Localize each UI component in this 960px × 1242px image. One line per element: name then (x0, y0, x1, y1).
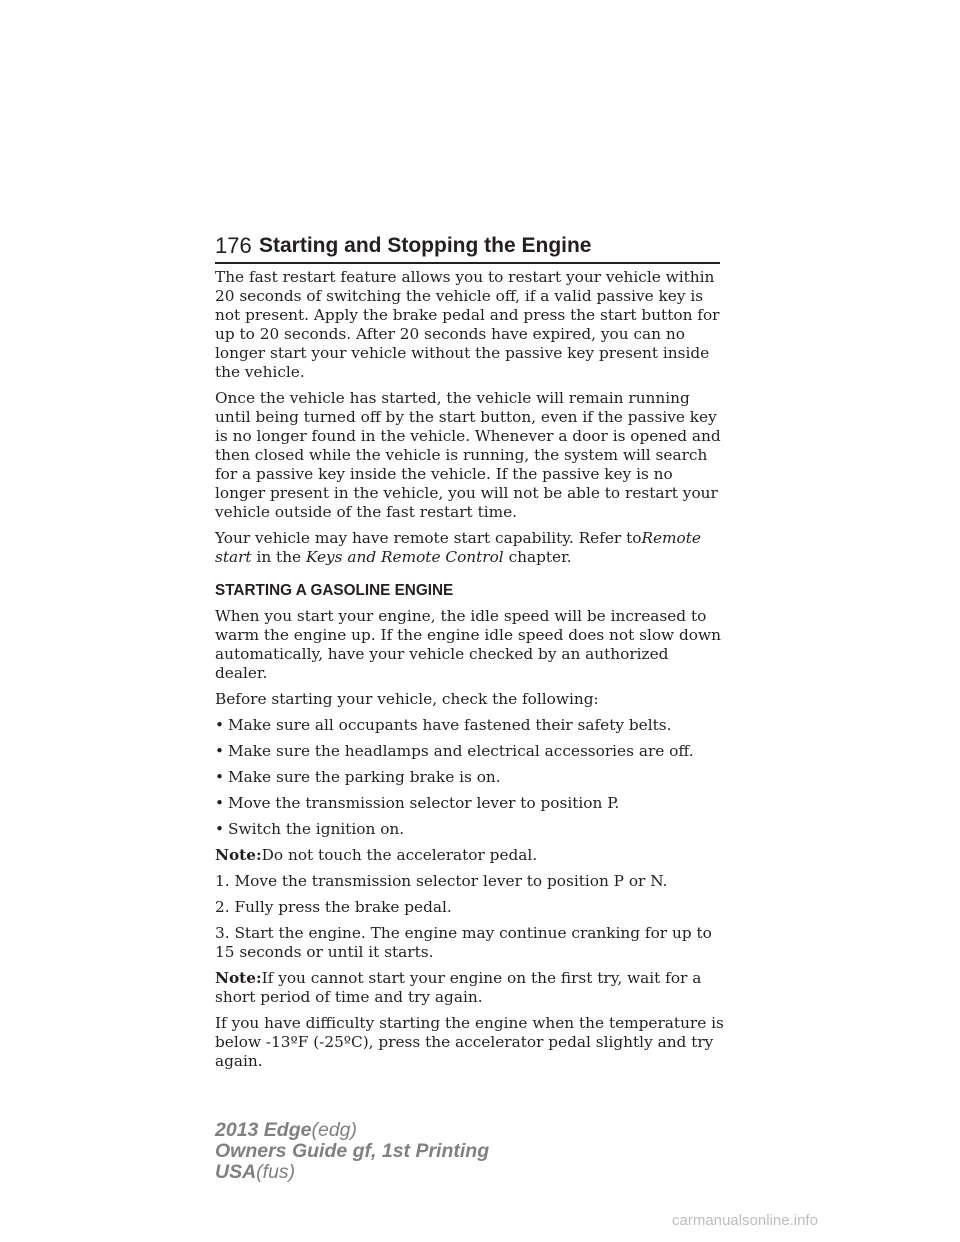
list-item (215, 742, 725, 761)
footer-market: USA (215, 1161, 257, 1183)
step-3: 3. Start the engine. The engine may continue cranking for up to 15 seconds or until it starts. (215, 924, 712, 961)
list-item (215, 768, 725, 787)
footer-guide: Owners Guide gf, 1st Printing (215, 1140, 490, 1162)
step-1: 1. Move the transmission selector lever to position P or N. (215, 872, 668, 890)
footer-market-code: (fus) (256, 1161, 296, 1183)
page-number: 176 (215, 233, 252, 258)
remote-start-text-b: in the (251, 548, 306, 566)
note-text: Do not touch the accelerator pedal. (261, 846, 538, 864)
list-item-text: Switch the ignition on. (228, 820, 405, 838)
note-accelerator (215, 846, 725, 865)
remote-start-text-c: chapter. (503, 548, 572, 566)
bullet-icon: • (215, 768, 225, 786)
list-item (215, 820, 725, 839)
paragraph-idle-speed: When you start your engine, the idle speed will be increased to warm the engine up. If the engine idle speed does not slow down automatically, have your vehicle checked by an authorized dealer. (215, 607, 721, 682)
bullet-icon: • (215, 794, 225, 812)
footer-model-code: (edg) (311, 1119, 358, 1141)
note-first-try (215, 969, 725, 1007)
chapter-title: Starting and Stopping the Engine (259, 234, 592, 257)
watermark-text: carmanualsonline.info (672, 1212, 818, 1229)
note-label: Note: (215, 846, 262, 864)
page-body (215, 268, 725, 1078)
step-2: 2. Fully press the brake pedal. (215, 898, 452, 916)
bullet-icon: • (215, 742, 225, 760)
note-text: If you cannot start your engine on the first try, wait for a short period of time and try again. (215, 969, 702, 1006)
paragraph-running: Once the vehicle has started, the vehicle will remain running until being turned off by the start button, even if the passive key is no longer found in the vehicle. Whenever a door is opened and then closed while the vehicle is running, the system will search for a passive key inside the vehicle. If the passive key is no longer present in the vehicle, you will not be able to restart your vehicle outside of the fast restart time. (215, 389, 721, 521)
list-item (215, 794, 725, 813)
footer-line-market (215, 1162, 489, 1183)
paragraph-checklist-intro: Before starting your vehicle, check the following: (215, 690, 599, 708)
bullet-icon: • (215, 716, 225, 734)
keys-remote-control-reference: Keys and Remote Control (305, 548, 504, 566)
list-item-text: Move the transmission selector lever to position P. (228, 794, 620, 812)
page-header (215, 228, 720, 264)
bullet-icon: • (215, 820, 225, 838)
footer-line-model (215, 1120, 489, 1141)
paragraph-cold-start: If you have difficulty starting the engine when the temperature is below -13ºF (-25ºC), press the accelerator pedal slightly and try again. (215, 1014, 724, 1070)
print-footer (215, 1120, 489, 1183)
list-item-text: Make sure the parking brake is on. (228, 768, 501, 786)
note-label: Note: (215, 969, 262, 987)
remote-start-text-a: Your vehicle may have remote start capability. Refer to (215, 529, 642, 547)
footer-model: 2013 Edge (215, 1119, 312, 1141)
list-item (215, 716, 725, 735)
list-item-text: Make sure all occupants have fastened their safety belts. (228, 716, 672, 734)
remote-start-reference: Remote start (215, 529, 701, 566)
list-item-text: Make sure the headlamps and electrical accessories are off. (228, 742, 694, 760)
section-heading: STARTING A GASOLINE ENGINE (215, 582, 454, 599)
paragraph-fast-restart: The fast restart feature allows you to restart your vehicle within 20 seconds of switching the vehicle off, if a valid passive key is not present. Apply the brake pedal and press the start button for up to 20 seconds. After 20 seconds have expired, you can no longer start your vehicle without the passive key present inside the vehicle. (215, 268, 720, 381)
paragraph-remote-start (215, 529, 725, 567)
